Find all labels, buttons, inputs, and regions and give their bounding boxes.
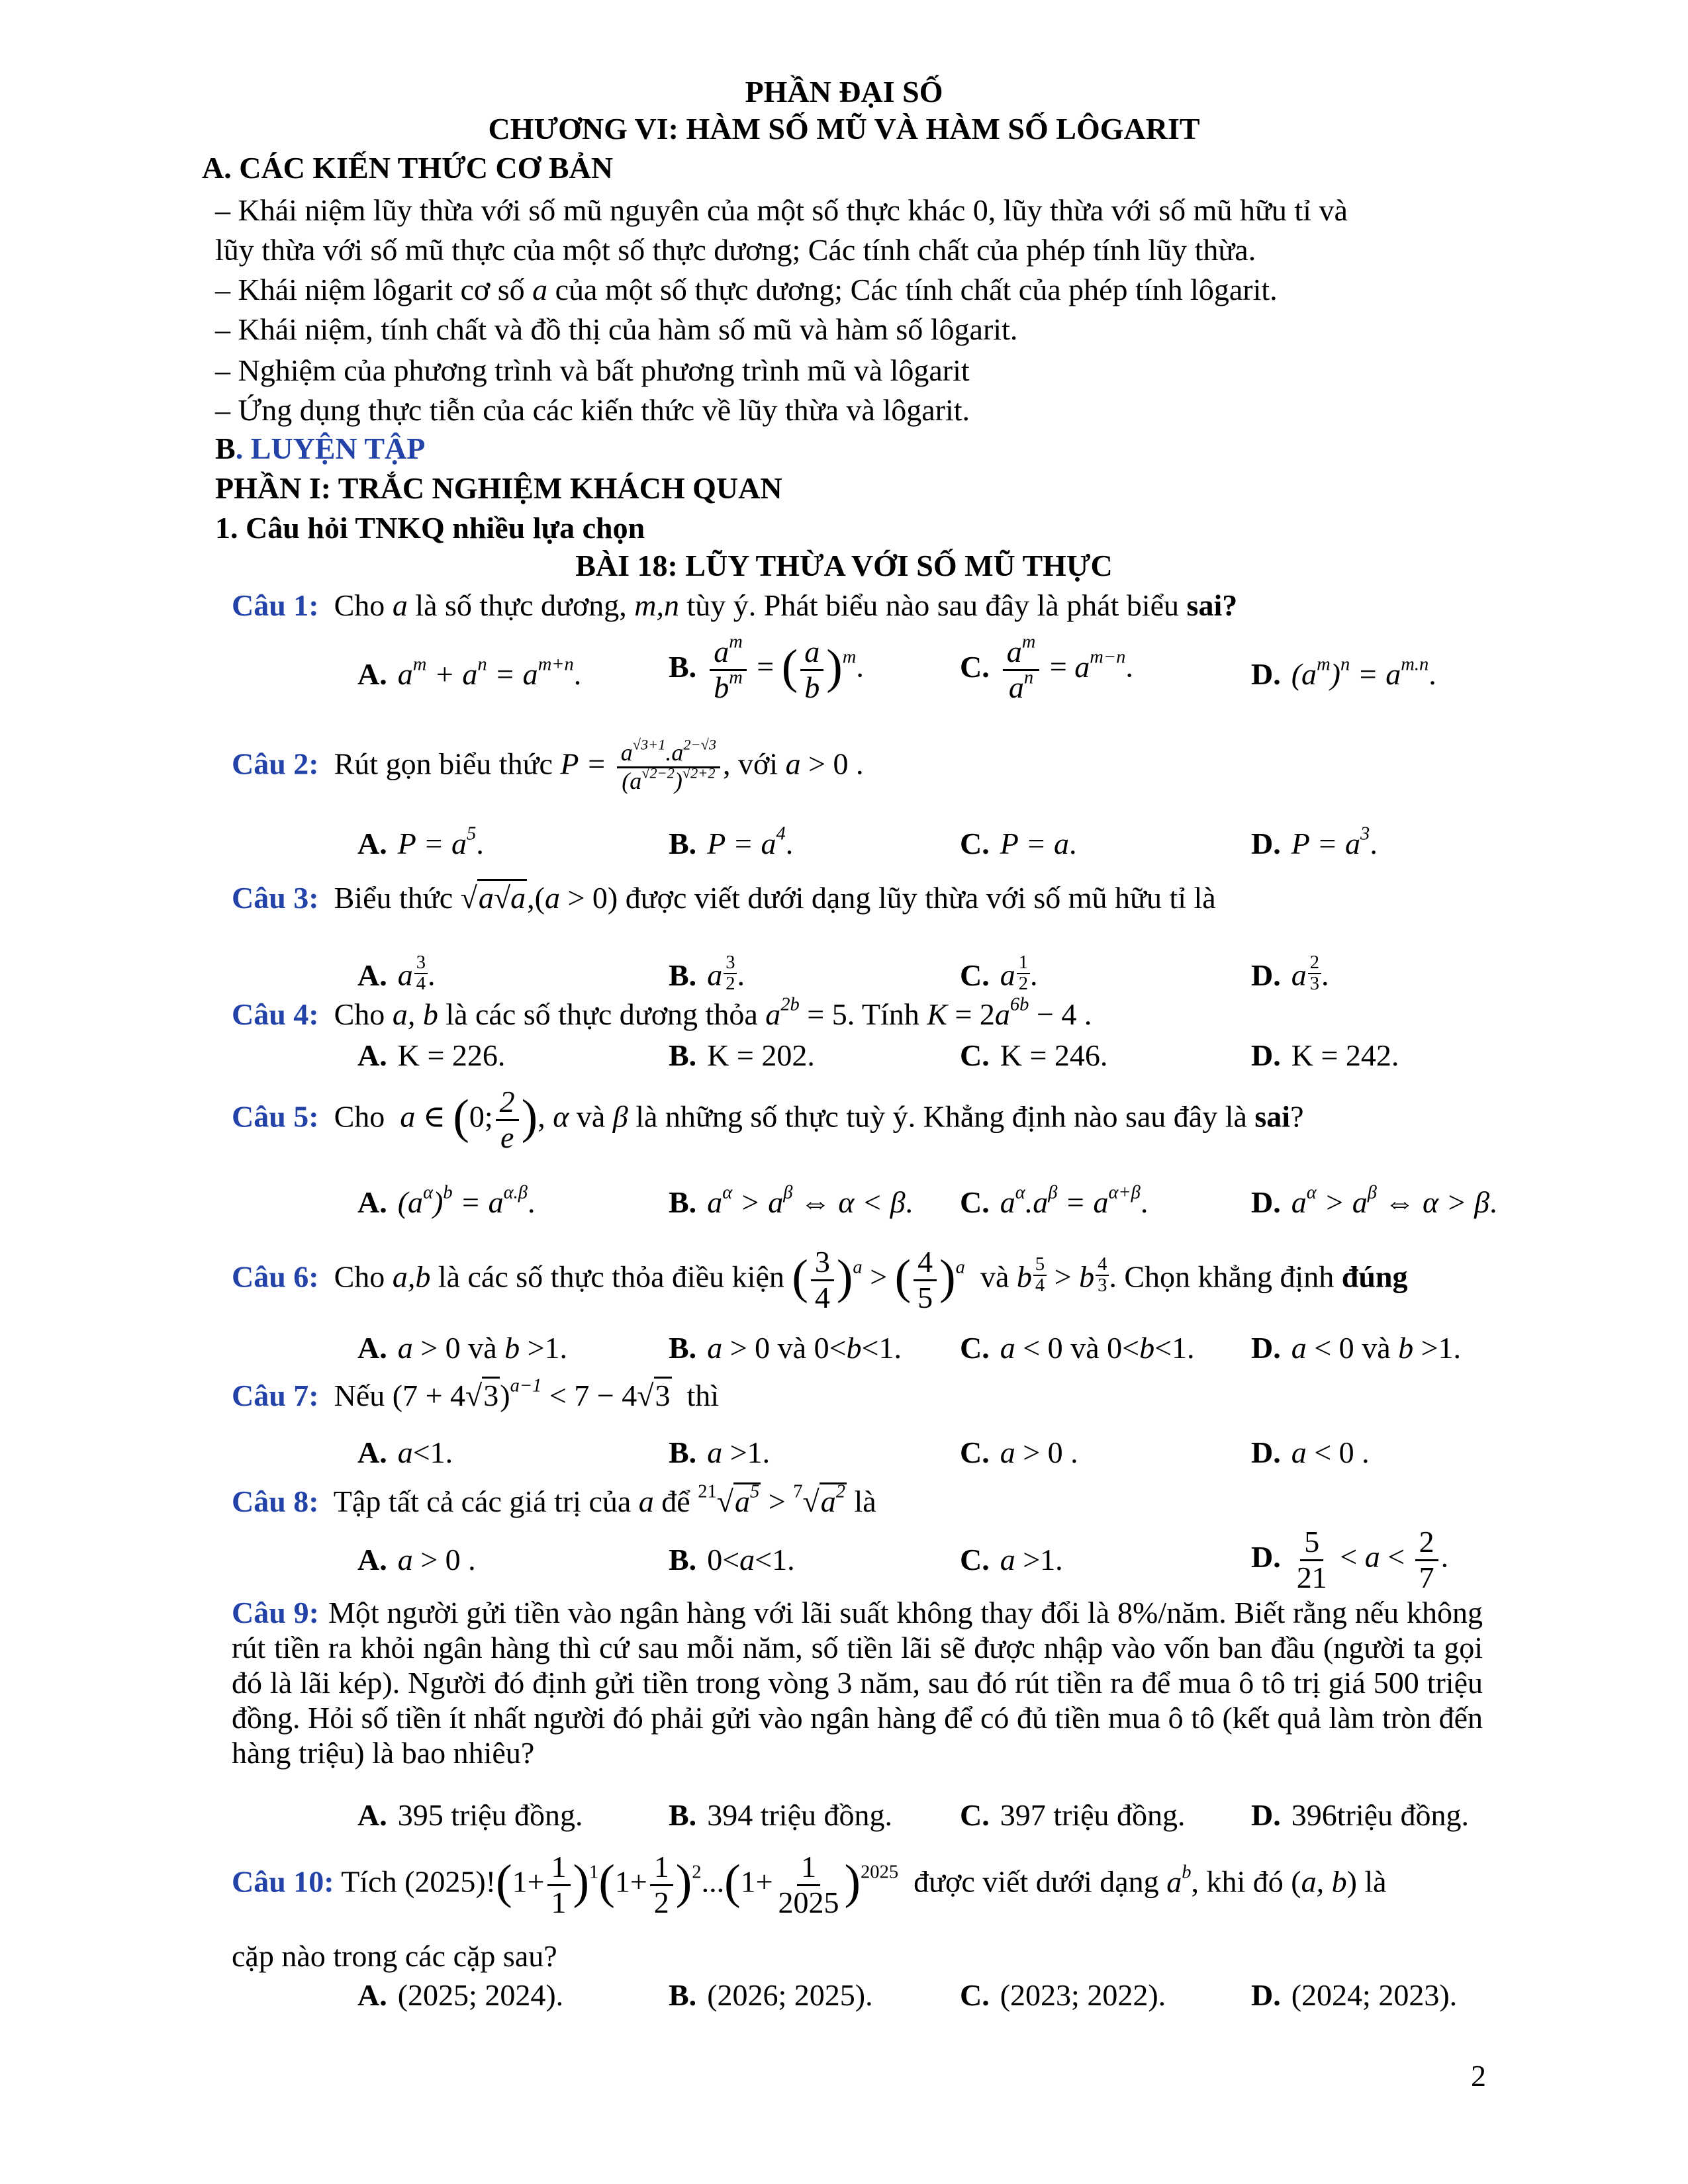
q8-option-a[interactable]: A. a > 0 . — [357, 1543, 476, 1576]
q2-option-d[interactable]: D. $P = a^3$. — [1251, 823, 1378, 860]
bullet-1-cont: lũy thừa với số mũ thực của một số thực dương; Các tính chất của phép tính lũy thừa. — [215, 233, 1256, 267]
q10-option-d[interactable]: D. (2024; 2023). — [1251, 1978, 1458, 2012]
q7-option-b[interactable]: B. a >1. — [669, 1435, 771, 1469]
q7-option-d[interactable]: D. a < 0 . — [1251, 1435, 1370, 1469]
bullet-4: – Nghiệm của phương trình và bất phương trình mũ và lôgarit — [215, 353, 970, 387]
q9-option-a[interactable]: A. 395 triệu đồng. — [357, 1798, 583, 1832]
q1-option-b[interactable]: B. $\frac{a^m}{b^m}$ = ( $\frac{a}{b}$ )$^m$. — [669, 631, 864, 704]
q10-option-c[interactable]: C. (2023; 2022). — [960, 1978, 1166, 2012]
question-10-cont: cặp nào trong các cặp sau? — [232, 1939, 557, 1973]
part-1-title: PHẦN I: TRẮC NGHIỆM KHÁCH QUAN — [215, 471, 782, 505]
q5-option-c[interactable]: C. $a^\alpha.a^\beta = a^{\alpha+\beta}$. — [960, 1182, 1149, 1219]
q9-option-d[interactable]: D. 396triệu đồng. — [1251, 1798, 1470, 1832]
q4-option-a[interactable]: A. K = 226. — [357, 1038, 506, 1072]
question-10: Câu 10: Tích (2025)!(1+ $\frac{1}{1}$ )$^1$(1+ $\frac{1}{2}$ )$^2$...(1+ $\frac{1}{2025}$ )$^{2025}$ được viết dưới dạng $a^b$, khi đó (a, b) là — [232, 1850, 1387, 1919]
bullet-1: – Khái niệm lũy thừa với số mũ nguyên của một số thực khác 0, lũy thừa với số mũ hữu tỉ và — [215, 193, 1348, 227]
question-9: Câu 9: Một người gửi tiền vào ngân hàng với lãi suất không thay đổi là 8%/năm. Biết rằng nếu không rút tiền ra khỏi ngân hàng thì cứ sau mỗi năm, số tiền lãi sẽ được nhập vào vốn ban đầu (người ta gọi đó là lãi kép). Người đó định gửi tiền trong vòng 3 năm, sau đó rút tiền ra để mua ô tô trị giá 500 triệu đồng. Hỏi số tiền ít nhất người đó phải gửi vào ngân hàng để có đủ tiền mua ô tô (kết quả làm tròn đến hàng triệu) là bao nhiêu? — [232, 1596, 1483, 1770]
q9-option-b[interactable]: B. 394 triệu đồng. — [669, 1798, 892, 1832]
q4-option-c[interactable]: C. K = 246. — [960, 1038, 1108, 1072]
q7-option-c[interactable]: C. a > 0 . — [960, 1435, 1078, 1469]
question-2: Câu 2: Rút gọn biểu thức P = $\frac{a^{√3+1}.a^{2-√3}}{(a^{√2-2})^{√2+2}}$ , với a > 0 . — [232, 736, 864, 794]
q2-option-b[interactable]: B. $P = a^4$. — [669, 823, 794, 860]
q2-option-c[interactable]: C. P = a. — [960, 827, 1077, 860]
q10-option-a[interactable]: A. (2025; 2024). — [357, 1978, 564, 2012]
q4-option-d[interactable]: D. K = 242. — [1251, 1038, 1399, 1072]
q9-option-c[interactable]: C. 397 triệu đồng. — [960, 1798, 1186, 1832]
q5-option-a[interactable]: A. $(a^\alpha)^b = a^{\alpha.\beta}$. — [357, 1182, 536, 1219]
q3-option-a[interactable]: A. a $\frac{3}{4}$ . — [357, 952, 436, 994]
bullet-2: – Khái niệm lôgarit cơ số a của một số thực dương; Các tính chất của phép tính lôgarit. — [215, 273, 1278, 306]
q6-option-d[interactable]: D. a < 0 và b >1. — [1251, 1331, 1462, 1365]
q8-option-c[interactable]: C. a >1. — [960, 1543, 1063, 1576]
question-7: Câu 7: Nếu $(7 + 4√3)^{a-1} < 7 - 4√3$ thì — [232, 1375, 720, 1412]
question-4: Câu 4: Cho a, b là các số thực dương thỏa $a^{2b} = 5$. Tính $K = 2a^{6b} - 4$ . — [232, 994, 1092, 1031]
q4-option-b[interactable]: B. K = 202. — [669, 1038, 815, 1072]
bullet-5: – Ứng dụng thực tiễn của các kiến thức về lũy thừa và lôgarit. — [215, 393, 970, 427]
chapter-title: CHƯƠNG VI: HÀM SỐ MŨ VÀ HÀM SỐ LÔGARIT — [488, 112, 1200, 146]
question-8: Câu 8: Tập tất cả các giá trị của a để $^{21}√a^5 > ^7√a^2$ là — [232, 1481, 876, 1518]
question-6: Câu 6: Cho a,b là các số thực thỏa điều kiện ( $\frac{3}{4}$ )$^a$ > ( $\frac{4}{5}$ )$^a$ và b $\frac{5}{4}$ > b $\frac{4}{3}$ . Chọn khẳng định đúng — [232, 1245, 1408, 1314]
question-5: Câu 5: Cho a ∈ (0; $\frac{2}{e}$ ), α và β là những số thực tuỳ ý. Khẳng định nào sau đây là sai? — [232, 1085, 1304, 1154]
section-b-title: B. LUYỆN TẬP — [215, 432, 426, 465]
q1-option-a[interactable]: A. $a^m + a^n = a^{m+n}$. — [357, 654, 582, 691]
q3-option-b[interactable]: B. a $\frac{3}{2}$ . — [669, 952, 745, 994]
q10-option-b[interactable]: B. (2026; 2025). — [669, 1978, 873, 2012]
question-3: Câu 3: Biểu thức √a√a,(a > 0) được viết dưới dạng lũy thừa với số mũ hữu tỉ là — [232, 880, 1216, 915]
q5-option-b[interactable]: B. $a^\alpha > a^\beta$ ⇔ α < β. — [669, 1182, 914, 1219]
bullet-3: – Khái niệm, tính chất và đồ thị của hàm số mũ và hàm số lôgarit. — [215, 312, 1018, 346]
q7-option-a[interactable]: A. a<1. — [357, 1435, 453, 1469]
lesson-title: BÀI 18: LŨY THỪA VỚI SỐ MŨ THỰC — [575, 549, 1113, 582]
q1-option-c[interactable]: C. $\frac{a^m}{a^n}$ = $a^{m-n}$. — [960, 631, 1133, 704]
q8-option-b[interactable]: B. 0<a<1. — [669, 1543, 795, 1576]
q6-option-c[interactable]: C. a < 0 và 0<b<1. — [960, 1331, 1195, 1365]
part-title: PHẦN ĐẠI SỐ — [745, 75, 943, 109]
q1-option-d[interactable]: D. $(a^m)^n = a^{m.n}$. — [1251, 654, 1436, 691]
q3-option-d[interactable]: D. a $\frac{2}{3}$ . — [1251, 952, 1329, 994]
section-a-title: A. CÁC KIẾN THỨC CƠ BẢN — [202, 151, 614, 185]
q3-option-c[interactable]: C. a $\frac{1}{2}$ . — [960, 952, 1038, 994]
page-number: 2 — [1471, 2059, 1486, 2093]
q8-option-d[interactable]: D. $\frac{5}{21}$ < a < $\frac{2}{7}$ . — [1251, 1525, 1449, 1594]
question-1: Câu 1: Cho a là số thực dương, m,n tùy ý. Phát biểu nào sau đây là phát biểu sai? — [232, 588, 1238, 622]
q6-option-b[interactable]: B. a > 0 và 0<b<1. — [669, 1331, 902, 1365]
q2-option-a[interactable]: A. $P = a^5$. — [357, 823, 484, 860]
q5-option-d[interactable]: D. $a^\alpha > a^\beta$ ⇔ α > β. — [1251, 1182, 1497, 1219]
subsection-title: 1. Câu hỏi TNKQ nhiều lựa chọn — [215, 511, 645, 545]
q6-option-a[interactable]: A. a > 0 và b >1. — [357, 1331, 568, 1365]
